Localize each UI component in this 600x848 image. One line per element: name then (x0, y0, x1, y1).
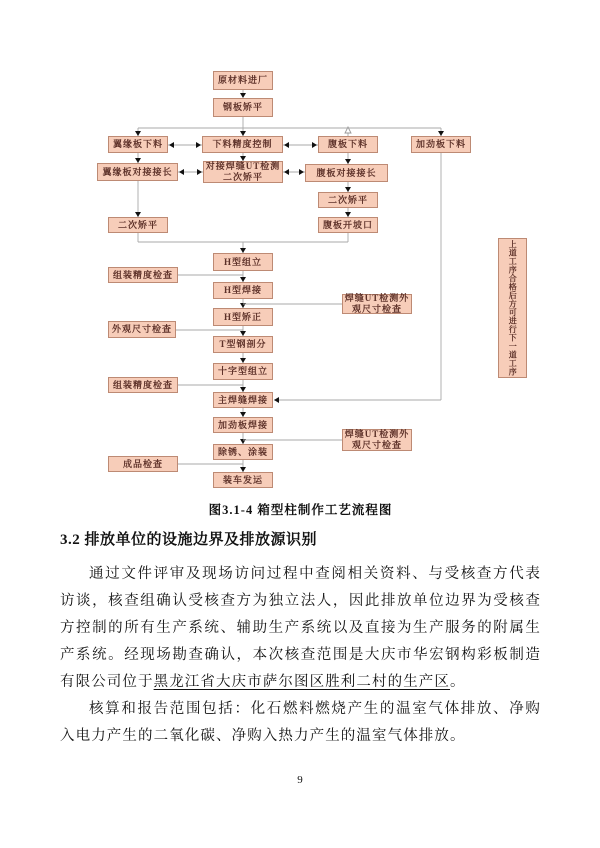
flow-node-web-plate-cutting: 腹板下料 (318, 136, 378, 153)
flow-node-assembly-precision-check-2: 组装精度检查 (108, 377, 178, 393)
paragraph-1 (60, 561, 541, 696)
flow-node-cross-assembly: 十字型组立 (213, 363, 273, 380)
flow-node-loading-shipping: 装车发运 (213, 472, 273, 488)
section-3-2 (60, 528, 541, 750)
flow-node-finished-product-check: 成品检查 (108, 456, 178, 472)
flow-node-h-assembly: H型组立 (213, 253, 273, 271)
paragraph-1-underlined-location: 黑龙江省大庆市萨尔图区胜利二村的生产区 (153, 674, 451, 690)
section-heading: 3.2 排放单位的设施边界及排放源识别 (60, 532, 318, 548)
flow-node-web-beveling: 腹板开坡口 (318, 217, 378, 233)
flow-node-h-straightening: H型矫正 (213, 308, 273, 326)
flow-node-second-leveling-flange: 二次矫平 (108, 217, 168, 233)
flow-node-flange-plate-cutting: 翼缘板下料 (108, 136, 168, 153)
flow-node-raw-material-entry: 原材料进厂 (213, 71, 273, 90)
flow-node-derusting-painting: 除锈、涂装 (213, 444, 273, 460)
flow-node-appearance-dimension-check: 外观尺寸检查 (108, 321, 176, 338)
flow-node-web-splice-lengthening: 腹板对接接长 (305, 164, 388, 182)
page-number: 9 (297, 774, 303, 786)
flow-node-steel-plate-leveling: 钢板矫平 (213, 98, 273, 117)
paragraph-1-period: 。 (450, 674, 466, 690)
flow-side-note: 上道工序合格后方可进行下一道工序 (498, 238, 527, 378)
flow-node-cutting-precision-control: 下料精度控制 (202, 136, 283, 153)
flow-node-stiffener-welding: 加劲板焊接 (213, 417, 273, 433)
flow-node-t-steel-splitting: T型钢剖分 (213, 336, 273, 353)
flow-node-weld-ut-appearance-check-2: 焊缝UT检测外观尺寸检查 (342, 429, 412, 451)
flow-node-butt-weld-ut-second-leveling: 对接焊缝UT检测二次矫平 (203, 161, 283, 183)
flow-node-second-leveling-web: 二次矫平 (318, 192, 378, 208)
flow-node-weld-ut-appearance-check-1: 焊缝UT检测外观尺寸检查 (342, 294, 412, 314)
figure-caption: 图3.1-4 箱型柱制作工艺流程图 (208, 503, 393, 517)
paragraph-1-text: 通过文件评审及现场访问过程中查阅相关资料、与受核查方代表访谈，核查组确认受核查方为独立法人，因此排放单位边界为受核查方控制的所有生产系统、辅助生产系统以及直接为生产服务的附属生产系统。经现场勘查确认，本次核查范围是大庆市华宏钢构彩板制造有限公司位于 (60, 566, 541, 690)
paragraph-2: 核算和报告范围包括：化石燃料燃烧产生的温室气体排放、净购入电力产生的二氧化碳、净购入热力产生的温室气体排放。 (60, 701, 541, 744)
flow-node-main-weld-welding: 主焊缝焊接 (213, 392, 273, 408)
flow-node-stiffener-plate-cutting: 加劲板下料 (411, 136, 471, 153)
flow-node-assembly-precision-check-1: 组装精度检查 (108, 267, 178, 283)
flow-node-flange-splice-lengthening: 翼缘板对接接长 (97, 163, 178, 181)
flow-node-h-welding: H型焊接 (213, 282, 273, 299)
